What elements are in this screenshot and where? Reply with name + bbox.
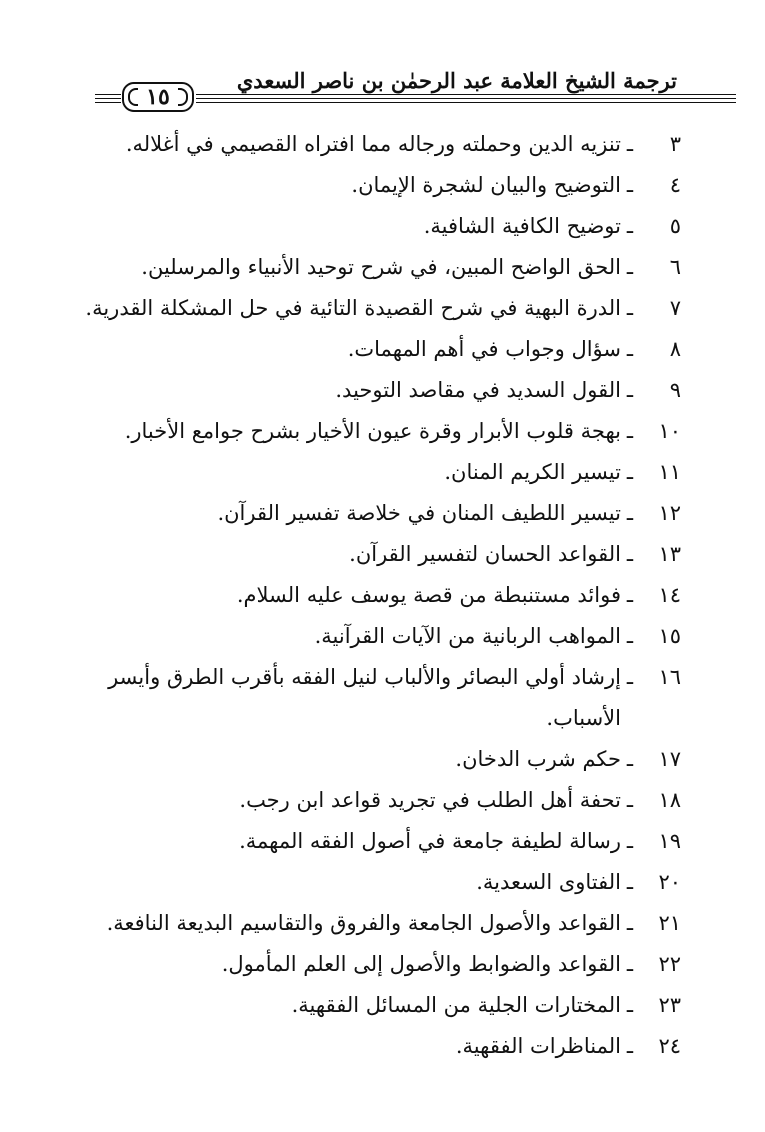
- item-number: ٢١: [658, 911, 681, 935]
- item-number: ١٧: [658, 747, 681, 771]
- item-dash: ـ: [626, 952, 634, 976]
- item-dash: ـ: [626, 296, 634, 320]
- list-item: [68, 739, 681, 780]
- item-number: ١٠: [658, 419, 681, 443]
- item-dash: ـ: [626, 337, 634, 361]
- item-dash: ـ: [626, 501, 634, 525]
- item-dash: ـ: [626, 583, 634, 607]
- item-number: ٩: [669, 378, 681, 402]
- item-number: ٣: [669, 132, 681, 156]
- item-number: ٨: [669, 337, 681, 361]
- item-number: ٦: [669, 255, 681, 279]
- item-dash: ـ: [626, 624, 634, 648]
- item-title: رسالة لطيفة جامعة في أصول الفقه المهمة.: [239, 829, 621, 853]
- item-number: ٢٢: [658, 952, 681, 976]
- item-title: إرشاد أولي البصائر والألباب لنيل الفقه بأقرب الطرق وأيسر الأسباب.: [108, 665, 621, 730]
- item-title: حكم شرب الدخان.: [455, 747, 621, 771]
- list-item: [68, 165, 681, 206]
- item-number: ١٨: [658, 788, 681, 812]
- item-title: القواعد والأصول الجامعة والفروق والتقاسيم البديعة النافعة.: [106, 911, 621, 935]
- list-item: [68, 534, 681, 575]
- list-item: [68, 493, 681, 534]
- item-title: المواهب الربانية من الآيات القرآنية.: [314, 624, 621, 648]
- item-title: التوضيح والبيان لشجرة الإيمان.: [351, 173, 621, 197]
- item-number: ٥: [669, 214, 681, 238]
- running-head: ترجمة الشيخ العلامة عبد الرحمٰن بن ناصر السعدي: [236, 68, 677, 93]
- item-dash: ـ: [626, 747, 634, 771]
- item-number: ٢٤: [658, 1034, 681, 1058]
- list-item: [68, 944, 681, 985]
- item-title: القواعد والضوابط والأصول إلى العلم المأمول.: [221, 952, 621, 976]
- item-number: ٤: [669, 173, 681, 197]
- item-number: ٢٠: [658, 870, 681, 894]
- list-item: [68, 206, 681, 247]
- item-title: تيسير اللطيف المنان في خلاصة تفسير القرآن.: [217, 501, 621, 525]
- list-item: [68, 780, 681, 821]
- item-number: ١٢: [658, 501, 681, 525]
- list-item: [68, 903, 681, 944]
- works-list: [68, 124, 681, 1067]
- item-dash: ـ: [626, 911, 634, 935]
- page-number: ١٥: [122, 82, 194, 112]
- item-number: ١٤: [658, 583, 681, 607]
- item-title: تنزيه الدين وحملته ورجاله مما افتراه القصيمي في أغلاله.: [125, 132, 621, 156]
- item-number: ٢٣: [658, 993, 681, 1017]
- item-dash: ـ: [626, 132, 634, 156]
- list-item: [68, 1026, 681, 1067]
- item-title: القواعد الحسان لتفسير القرآن.: [349, 542, 621, 566]
- item-title: الدرة البهية في شرح القصيدة التائية في حل المشكلة القدرية.: [85, 296, 621, 320]
- item-number: ١٣: [658, 542, 681, 566]
- item-title: توضيح الكافية الشافية.: [423, 214, 621, 238]
- header-rule: [196, 102, 736, 103]
- item-dash: ـ: [626, 993, 634, 1017]
- item-title: تيسير الكريم المنان.: [444, 460, 621, 484]
- list-item: [68, 329, 681, 370]
- list-item: [68, 411, 681, 452]
- item-title: تحفة أهل الطلب في تجريد قواعد ابن رجب.: [239, 788, 621, 812]
- list-item: [68, 575, 681, 616]
- item-title: فوائد مستنبطة من قصة يوسف عليه السلام.: [236, 583, 621, 607]
- item-title: المناظرات الفقهية.: [455, 1034, 621, 1058]
- header-rule: [196, 94, 736, 95]
- item-dash: ـ: [626, 214, 634, 238]
- item-dash: ـ: [626, 378, 634, 402]
- item-number: ١١: [658, 460, 681, 484]
- item-dash: ـ: [626, 419, 634, 443]
- item-dash: ـ: [626, 173, 634, 197]
- list-item: [68, 657, 681, 739]
- header-rule: [196, 98, 736, 99]
- item-number: ١٥: [658, 624, 681, 648]
- item-dash: ـ: [626, 255, 634, 279]
- list-item: [68, 247, 681, 288]
- header-rule-left: [95, 102, 121, 103]
- item-dash: ـ: [626, 460, 634, 484]
- item-dash: ـ: [626, 542, 634, 566]
- list-item: [68, 862, 681, 903]
- item-dash: ـ: [626, 665, 634, 689]
- item-title: بهجة قلوب الأبرار وقرة عيون الأخيار بشرح جوامع الأخبار.: [124, 419, 621, 443]
- header-rule-left: [95, 98, 121, 99]
- item-number: ١٦: [658, 665, 681, 689]
- list-item: [68, 616, 681, 657]
- item-dash: ـ: [626, 1034, 634, 1058]
- item-title: المختارات الجلية من المسائل الفقهية.: [291, 993, 621, 1017]
- item-dash: ـ: [626, 870, 634, 894]
- item-title: الفتاوى السعدية.: [476, 870, 621, 894]
- list-item: [68, 821, 681, 862]
- item-dash: ـ: [626, 788, 634, 812]
- list-item: [68, 288, 681, 329]
- item-title: الحق الواضح المبين، في شرح توحيد الأنبياء والمرسلين.: [141, 255, 621, 279]
- list-item: [68, 370, 681, 411]
- item-number: ٧: [669, 296, 681, 320]
- list-item: [68, 124, 681, 165]
- header-rule-left: [95, 94, 121, 95]
- item-number: ١٩: [658, 829, 681, 853]
- item-title: سؤال وجواب في أهم المهمات.: [347, 337, 621, 361]
- item-title: القول السديد في مقاصد التوحيد.: [335, 378, 621, 402]
- item-dash: ـ: [626, 829, 634, 853]
- list-item: [68, 985, 681, 1026]
- list-item: [68, 452, 681, 493]
